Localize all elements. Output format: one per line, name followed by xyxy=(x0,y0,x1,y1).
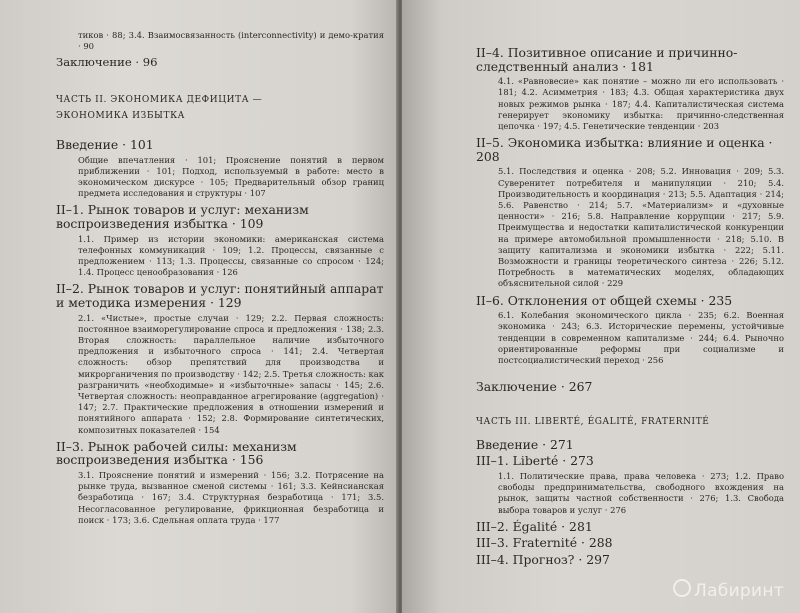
right-page xyxy=(402,0,800,613)
toc-intro-sub: Общие впечатления · 101; Прояснение понятий в первом приближении · 101; Подход, используемый в работе: место в экономическом дискурсе · 105; Предварительный обзор границ предмета исследования и структуры · 107 xyxy=(78,154,384,199)
toc-chapter-sub: 6.1. Колебания экономического цикла · 235; 6.2. Военная экономика · 243; 6.3. Исторические перемены, устойчивые тенденции в современном капитализме · 244; 6.4. Рыночно ориентированные реформы при социализме и постсоциалистический переход · 256 xyxy=(498,310,784,366)
toc-chapter: II–6. Отклонения от общей схемы · 235 xyxy=(476,292,733,308)
toc-chapter-sub: 1.1. Политические права, права человека · 273; 1.2. Право свободы предпринимательства, свободного вхождения на рынок, защиты частной собственности · 276; 1.3. Свобода выбора товаров и услуг · 276 xyxy=(498,471,784,515)
left-page xyxy=(0,0,398,613)
toc-chapter-sub: 4.1. «Равновесие» как понятие – можно ли его использовать · 181; 4.2. Асимметрия · 183; 4.3. Общая характеристика двух новых режимов рынка · 187; 4.4. Капиталистическая система генерирует экономику избытка: причинно-следственная цепочка · 197; 4.5. Генетические тенденции · 203 xyxy=(498,76,784,131)
watermark-logo xyxy=(673,579,784,601)
toc-intro: Введение · 101 xyxy=(56,137,154,152)
part-heading-line1: ЧАСТЬ II. ЭКОНОМИКА ДЕФИЦИТА — xyxy=(56,95,263,105)
toc-chapter: III–3. Fraternité · 288 xyxy=(476,535,613,551)
watermark-text: Лабиринт xyxy=(694,581,784,601)
toc-conclusion: Заключение · 267 xyxy=(476,379,593,395)
toc-chapter-sub: 2.1. «Чистые», простые случаи · 129; 2.2. Первая сложность: постоянное взаиморегулирование спроса и предложения · 138; 2.3. Вторая сложность: параллельное наличие избыточного предложения и избыточного спроса · 141; 2.4. Четвертая сложность: обзор препятствий для производства и микрорганичения по производству · 142; 2.5. Третья сложность: как разграничить «необходимые» и «избыточные» запасы · 145; 2.6. Четвертая сложность: неоправданное агрегирование (aggregation) · 147; 2.7. Практические предложения в отношении измерений и понятийного аппарата · 152; 2.8. Формирование синтетических, композитных показателей · 154 xyxy=(78,312,384,435)
part-heading-line2: ЭКОНОМИКА ИЗБЫТКА xyxy=(56,111,186,121)
toc-chapter: II–3. Рынок рабочей силы: механизм воспроизведения избытка · 156 xyxy=(56,438,297,468)
part-heading: ЧАСТЬ III. LIBERTÉ, ÉGALITÉ, FRATERNITÉ xyxy=(476,416,710,427)
toc-intro: Введение · 271 xyxy=(476,436,574,452)
toc-chapter: II–5. Экономика избытка: влияние и оценка · 208 xyxy=(476,135,773,164)
part-heading xyxy=(56,92,384,124)
toc-chapter: III–2. Égalité · 281 xyxy=(476,518,593,534)
toc-chapter-sub: 3.1. Прояснение понятий и измерений · 156; 3.2. Потрясение на рынке труда, вызванное сменой системы · 161; 3.3. Кейнсианская безработица · 167; 3.4. Структурная безработица · 171; 3.5. Несогласованное регулирование, фрикционная безработица и поиск · 173; 3.6. Сдельная оплата труда · 177 xyxy=(78,470,384,525)
toc-chapter: III–1. Liberté · 273 xyxy=(476,453,594,469)
toc-chapter-sub: 5.1. Последствия и оценка · 208; 5.2. Инновация · 209; 5.3. Суверенитет потребителя и манипуляции · 210; 5.4. Производительность и координация · 213; 5.5. Адаптация · 214; 5.6. Равенство · 214; 5.7. «Материализм» и «духовные ценности» · 216; 5.8. Направление коррупции · 217; 5.9. Преимущества и недостатки капиталистической конкуренции на примере автомобильной промышленности · 218; 5.10. В защиту капитализма и экономики избытка · 222; 5.11. Возможности и границы теоретического синтеза · 226; 5.12. Потребность в математических моделях, обладающих объяснительной силой · 229 xyxy=(498,166,784,289)
toc-chapter: II–2. Рынок товаров и услуг: понятийный аппарат и методика измерения · 129 xyxy=(56,281,384,310)
toc-chapter: II–4. Позитивное описание и причинно-следственный анализ · 181 xyxy=(476,45,738,74)
labirint-logo-icon xyxy=(673,579,691,597)
toc-chapter-sub: 1.1. Пример из истории экономики: американская система телефонных коммуникаций · 109; 1.2. Процессы, связанные с предложением · 113; 1.3. Процессы, связанные со спросом · 124; 1.4. Процесс ценообразования · 126 xyxy=(78,233,384,278)
toc-continuation: тиков · 88; 3.4. Взаимосвязанность (interconnectivity) и демо-кратия · 90 xyxy=(78,30,384,52)
toc-conclusion: Заключение · 96 xyxy=(56,55,158,70)
toc-chapter: III–4. Прогноз? · 297 xyxy=(476,552,610,568)
toc-chapter: II–1. Рынок товаров и услуг: механизм воспроизведения избытка · 109 xyxy=(56,202,309,231)
